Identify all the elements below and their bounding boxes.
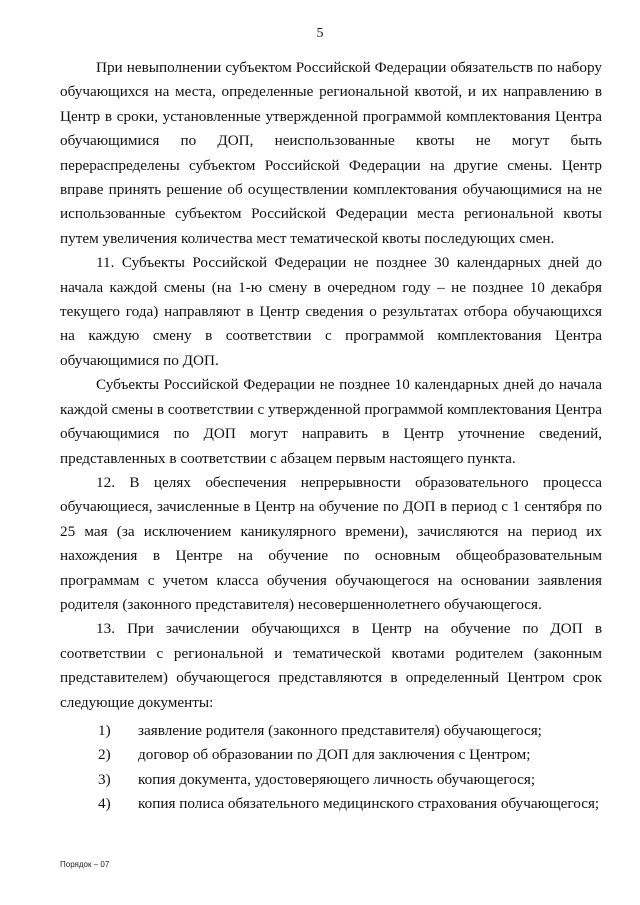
list-item: [60, 792, 602, 816]
page-content: [60, 56, 602, 817]
documents-list: [60, 719, 602, 817]
list-item-number: 2): [98, 746, 111, 764]
page-footer: Порядок – 07: [60, 860, 110, 869]
paragraph-item-11-clarification: Субъекты Российской Федерации не позднее 10 календарных дней до начала каждой смены в соответствии с утвержденной программой комплектования Центра обучающимися по ДОП могут направить в Центр уточнение сведений, представленных в соответствии с абзацем первым настоящего пункта.: [60, 376, 602, 467]
page-number: 5: [316, 26, 324, 41]
list-item-number: 4): [98, 795, 111, 813]
paragraph-quota: При невыполнении субъектом Российской Федерации обязательств по набору обучающихся на места, определенные региональной квотой, и их направлению в Центр в сроки, установленные утвержденной программой комплектования Центра обучающимися по ДОП, неиспользованные квоты не могут быть перераспределены субъектом Российской Федерации на другие смены. Центр вправе принять решение об осуществлении комплектования обучающимися на не использованные субъектом Российской Федерации места региональной квоты путем увеличения количества мест тематической квоты последующих смен.: [60, 59, 602, 247]
list-item: [60, 719, 602, 743]
list-item: [60, 743, 602, 767]
list-item-number: 3): [98, 770, 111, 788]
list-item-text: копия полиса обязательного медицинского страхования обучающегося;: [138, 795, 600, 813]
paragraph-item-13: 13. При зачислении обучающихся в Центр на обучение по ДОП в соответствии с региональной и тематической квотами родителем (законным представителем) обучающегося представляются в определенный Центром срок следующие документы:: [60, 620, 602, 711]
list-item-text: копия документа, удостоверяющего личность обучающегося;: [138, 770, 536, 788]
list-item-text: заявление родителя (законного представителя) обучающегося;: [138, 721, 542, 739]
paragraph-item-12: 12. В целях обеспечения непрерывности образовательного процесса обучающиеся, зачисленные в Центр на обучение по ДОП в период с 1 сентября по 25 мая (за исключением каникулярного времени), зачисляются на период их нахождения в Центре на обучение по основным общеобразовательным программам с учетом класса обучения обучающегося на основании заявления родителя (законного представителя) несовершеннолетнего обучающегося.: [60, 473, 602, 613]
list-item-number: 1): [98, 721, 111, 739]
list-item-text: договор об образовании по ДОП для заключения с Центром;: [138, 746, 531, 764]
list-item: [60, 768, 602, 792]
paragraph-item-11: 11. Субъекты Российской Федерации не позднее 30 календарных дней до начала каждой смены (на 1-ю смену в очередном году – не позднее 10 декабря текущего года) направляют в Центр сведения о результатах отбора обучающихся на каждую смену в соответствии с программой комплектования Центра обучающимися по ДОП.: [60, 254, 602, 369]
